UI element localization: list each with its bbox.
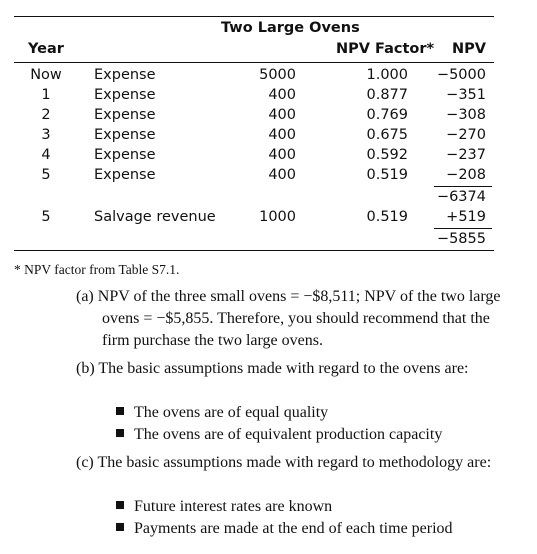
npv-factor-header: NPV Factor* [336,41,435,57]
table-row-factor: 0.592 [366,147,408,163]
table-row-npv: −5000 [436,67,486,83]
npv-header: NPV [452,41,486,57]
table-row-label: Expense [94,167,156,183]
year-header: Year [28,41,64,57]
table-top-rule [14,16,494,17]
table-row-amount: 400 [268,107,296,123]
part-a-text: (a) NPV of the three small ovens = −$8,511; NPV of the two large ovens = −$5,855. Therefore, you should recommend that the firm purchase the two large ovens. [76,288,501,349]
table-row-label: Expense [94,67,156,83]
table-row-npv: −351 [446,87,486,103]
part-b-bullet [116,402,328,424]
bullet-square-icon [116,407,124,415]
table-row-npv: −208 [446,167,486,183]
salvage-factor: 0.519 [366,209,408,225]
table-row-amount: 400 [268,147,296,163]
bullet-square-icon [116,501,124,509]
table-row-year: 1 [41,87,51,103]
bullet-text: Future interest rates are known [134,498,333,515]
table-group-title: Two Large Ovens [221,20,360,36]
subtotal-rule [434,186,492,187]
salvage-year: 5 [41,209,51,225]
table-row-amount: 400 [268,127,296,143]
table-header-rule [14,62,494,63]
total-value: −5855 [436,231,486,247]
table-row-amount: 400 [268,167,296,183]
footnote: * NPV factor from Table S7.1. [14,262,180,277]
salvage-npv: +519 [446,209,486,225]
bullet-text: The ovens are of equivalent production capacity [134,426,443,443]
table-row-label: Expense [94,107,156,123]
table-row-year: 3 [41,127,51,143]
part-b-lead: (b) The basic assumptions made with regard to the ovens are: [76,360,469,377]
table-row-label: Expense [94,127,156,143]
table-row-factor: 0.877 [366,87,408,103]
subtotal-value: −6374 [436,189,486,205]
table-bottom-rule [14,250,494,251]
part-c-bullet [116,496,332,518]
bullet-text: The ovens are of equal quality [134,404,329,421]
bullet-text: Payments are made at the end of each time period [134,520,453,537]
part-c-lead: (c) The basic assumptions made with regard to methodology are: [76,454,492,471]
salvage-label: Salvage revenue [94,209,216,225]
table-row-label: Expense [94,87,156,103]
part-c-bullet [116,518,453,540]
table-row-factor: 0.675 [366,127,408,143]
part-b-bullet [116,424,442,446]
bullet-square-icon [116,429,124,437]
table-row-npv: −237 [446,147,486,163]
table-row-npv: −308 [446,107,486,123]
salvage-amount: 1000 [259,209,296,225]
table-row-year: Now [30,67,62,83]
table-row-year: 4 [41,147,51,163]
bullet-square-icon [116,523,124,531]
table-row-amount: 5000 [259,67,296,83]
table-row-factor: 0.519 [366,167,408,183]
table-row-npv: −270 [446,127,486,143]
table-row-factor: 0.769 [366,107,408,123]
table-row-label: Expense [94,147,156,163]
table-row-amount: 400 [268,87,296,103]
table-row-year: 5 [41,167,51,183]
table-row-factor: 1.000 [366,67,408,83]
table-row-year: 2 [41,107,51,123]
total-rule [434,228,492,229]
